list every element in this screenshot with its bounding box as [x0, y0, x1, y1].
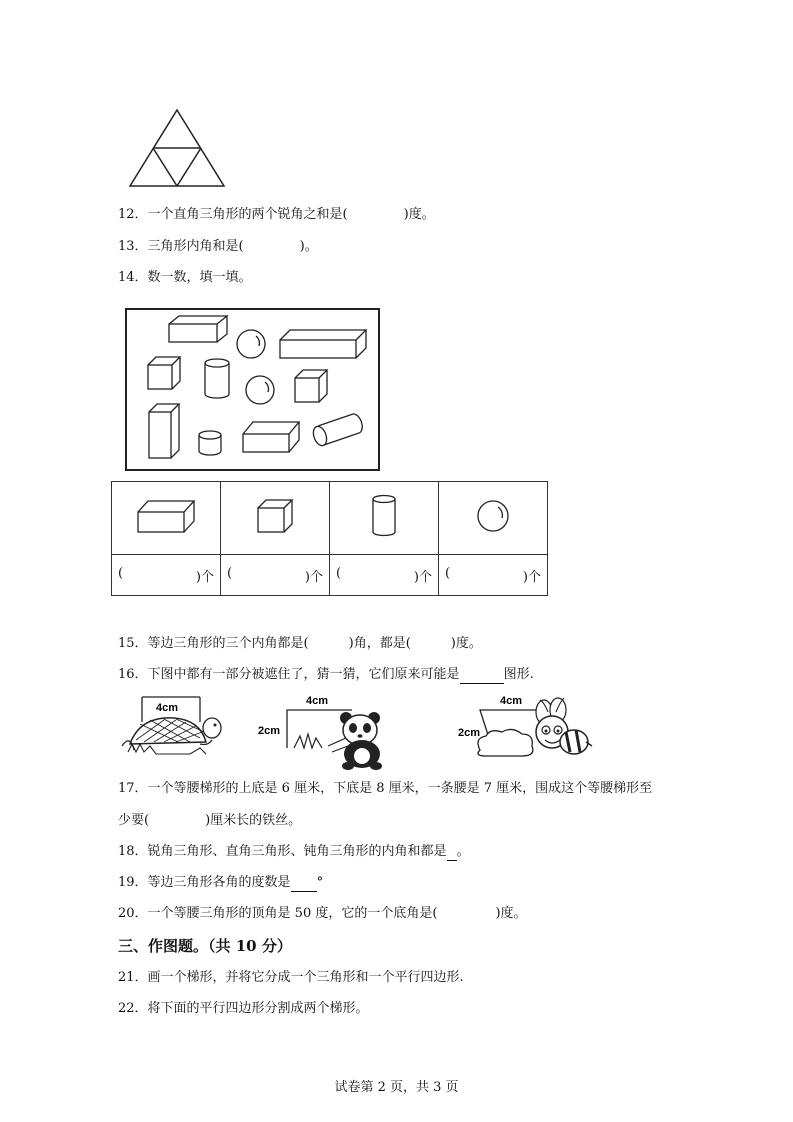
svg-text:2cm: 2cm — [258, 725, 281, 737]
question-17-cont: 少要( )厘米长的铁丝。 — [118, 813, 302, 828]
svg-text:2cm: 2cm — [458, 727, 481, 739]
question-21: 21．画一个梯形，并将它分成一个三角形和一个平行四边形. — [118, 970, 464, 985]
question-16: 16．下图中都有一部分被遮住了，猜一猜，它们原来可能是 图形. — [118, 667, 534, 682]
shape-cell-cube — [221, 482, 330, 555]
cuboid-icon — [135, 498, 197, 534]
turtle-figure — [120, 694, 224, 766]
count-answer-cube[interactable]: ( )个 — [221, 555, 330, 596]
cube-icon — [148, 357, 180, 389]
cylinder-icon — [311, 414, 362, 447]
answer-blank[interactable] — [291, 877, 317, 892]
bee-figure — [456, 690, 596, 770]
cube-icon — [295, 370, 327, 402]
cylinder-icon — [205, 359, 229, 398]
question-18: 18．锐角三角形、直角三角形、钝角三角形的内角和都是 。 — [118, 844, 470, 859]
triangle-figure — [128, 108, 228, 188]
question-19: 19．等边三角形各角的度数是 ° — [118, 875, 324, 890]
cuboid-icon — [169, 316, 227, 342]
question-14: 14．数一数，填一填。 — [118, 270, 252, 285]
question-22: 22．将下面的平行四边形分割成两个梯形。 — [118, 1001, 369, 1016]
answer-blank[interactable] — [447, 846, 457, 861]
question-20: 20．一个等腰三角形的顶角是 50 度，它的一个底角是( )度。 — [118, 906, 527, 921]
question-17: 17．一个等腰梯形的上底是 6 厘米，下底是 8 厘米，一条腰是 7 厘米，围成这个等腰梯形至 — [118, 781, 653, 796]
cylinder-icon — [369, 494, 399, 538]
cube-icon — [255, 498, 295, 534]
question-12: 12．一个直角三角形的两个锐角之和是( )度。 — [118, 207, 435, 222]
count-answer-sphere[interactable]: ( )个 — [439, 555, 548, 596]
sphere-icon — [246, 376, 274, 404]
count-table — [111, 481, 548, 596]
sphere-icon — [475, 498, 511, 534]
solid-shapes-box — [125, 308, 381, 472]
page-footer: 试卷第 2 页，共 3 页 — [334, 1080, 459, 1095]
cuboid-icon — [243, 422, 299, 452]
section-title: 三、作图题。（共 10 分） — [118, 937, 292, 955]
count-answer-cuboid[interactable]: ( )个 — [112, 555, 221, 596]
svg-text:4cm: 4cm — [156, 702, 179, 714]
cuboid-icon — [280, 330, 366, 358]
svg-text:4cm: 4cm — [500, 695, 523, 707]
answer-blank[interactable] — [460, 669, 504, 684]
shape-cell-cuboid — [112, 482, 221, 555]
question-13: 13．三角形内角和是( )。 — [118, 239, 318, 254]
cylinder-icon — [199, 431, 221, 455]
shape-cell-cylinder — [330, 482, 439, 555]
shape-cell-sphere — [439, 482, 548, 555]
count-answer-cylinder[interactable]: ( )个 — [330, 555, 439, 596]
question-15: 15．等边三角形的三个内角都是( )角，都是( )度。 — [118, 636, 482, 651]
cuboid-icon — [149, 404, 179, 458]
panda-figure — [256, 690, 396, 772]
svg-text:4cm: 4cm — [306, 695, 329, 707]
sphere-icon — [237, 330, 265, 358]
